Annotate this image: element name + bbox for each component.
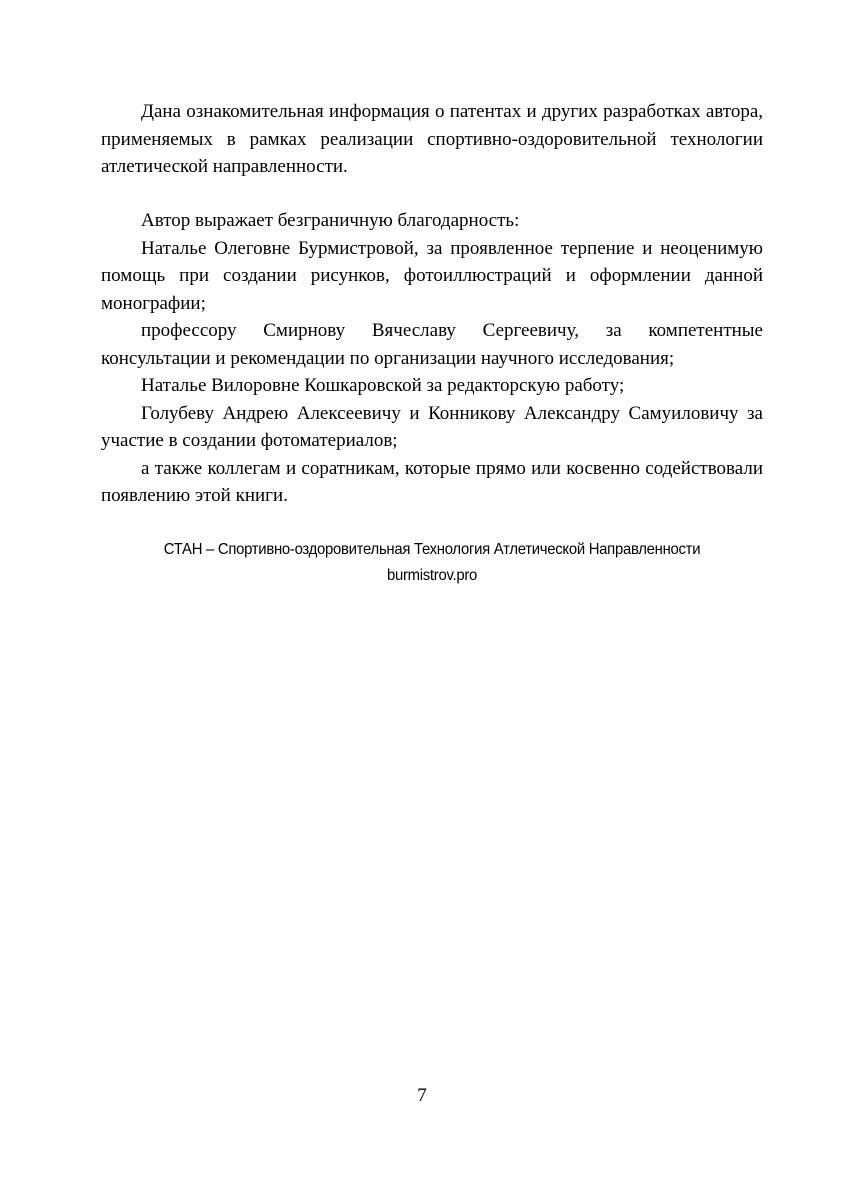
acknowledgement-item: Наталье Олеговне Бурмистровой, за проявленное терпение и неоценимую помощь при создании рисунков, фотоиллюстраций и оформлении данной монографии; <box>101 237 763 314</box>
acknowledgement-item: профессору Смирнову Вячеславу Сергеевичу, за компетентные консультации и рекомендации по организации научного исследования; <box>101 320 763 369</box>
page-number: 7 <box>417 1085 427 1106</box>
footer-url: burmistrov.pro <box>386 567 478 584</box>
acknowledgement-item: а также коллегам и соратникам, которые прямо или косвенно содействовали появлению этой книги. <box>101 457 763 506</box>
acknowledgements-section <box>101 207 763 510</box>
acknowledgements-heading: Автор выражает безграничную благодарность: <box>141 210 520 231</box>
intro-paragraph: Дана ознакомительная информация о патентах и других разработках автора, применяемых в рамках реализации спортивно-оздоровительной технологии атлетической направленности. <box>101 101 763 177</box>
footer-title: СТАН – Спортивно-оздоровительная Технология Атлетической Направленности <box>163 541 701 558</box>
intro-section <box>101 98 763 181</box>
acknowledgement-item: Наталье Вилоровне Кошкаровской за редакторскую работу; <box>141 375 625 396</box>
acknowledgement-item: Голубеву Андрею Алексеевичу и Конникову Александру Самуиловичу за участие в создании фотоматериалов; <box>101 402 763 451</box>
